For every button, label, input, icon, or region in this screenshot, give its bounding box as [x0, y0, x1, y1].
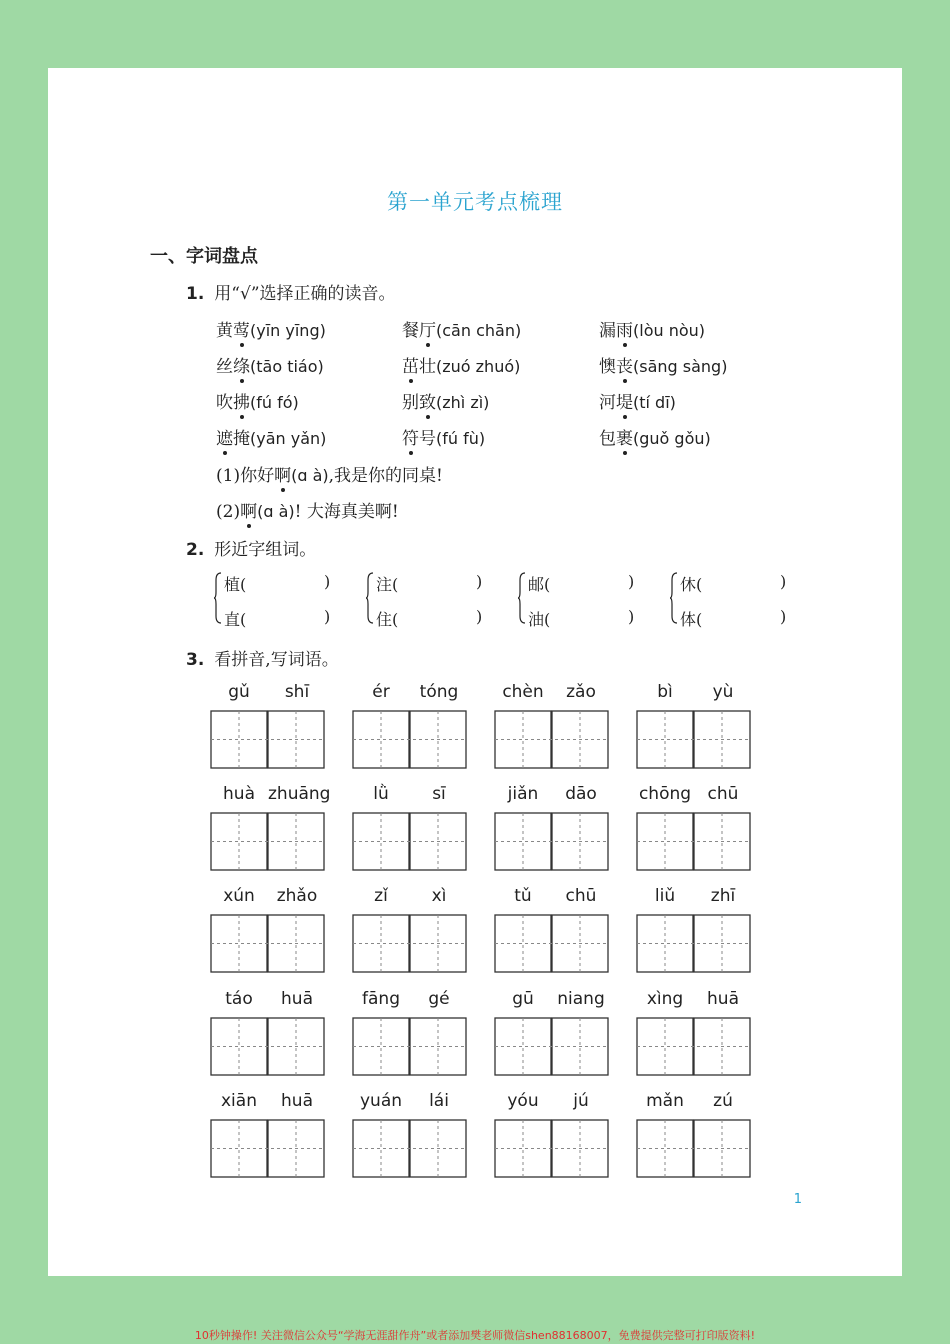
question-text: 形近字组词。	[214, 540, 317, 560]
pinyin-label	[210, 682, 326, 706]
sentence-item: (1)你好啊(ɑ à),我是你的同桌!	[216, 461, 443, 486]
pinyin-syllable: zhǎo	[276, 886, 318, 906]
writing-grid[interactable]	[494, 1017, 610, 1077]
pinyin-label	[494, 784, 610, 808]
char-pair	[214, 570, 364, 629]
pinyin-syllable: táo	[225, 989, 253, 1009]
footer-note: 10秒钟操作! 关注微信公众号“学海无涯甜作舟”或者添加樊老师微信shen88168007，免费提供完整可打印版资料!	[194, 1329, 756, 1342]
char-pair	[670, 570, 820, 629]
pinyin-syllable: dāo	[565, 784, 597, 804]
char-pair	[366, 570, 516, 629]
pair-second[interactable]: 住( )	[376, 607, 483, 629]
reading-item: 吹拂(fú fó)	[216, 388, 299, 413]
pair-first[interactable]: 植( )	[224, 572, 331, 594]
pinyin-word	[494, 1091, 610, 1187]
pinyin-syllable: xún	[223, 886, 255, 906]
pinyin-word	[352, 989, 468, 1085]
pinyin-syllable: chōng	[638, 784, 692, 804]
pinyin-label	[352, 989, 468, 1013]
writing-grid[interactable]	[352, 1017, 468, 1077]
reading-item: 茁壮(zuó zhuó)	[402, 352, 520, 377]
pinyin-word	[352, 1091, 468, 1187]
pair-second[interactable]: 体( )	[680, 607, 787, 629]
pinyin-syllable: sī	[432, 784, 446, 804]
reading-item: 黄莺(yīn yīng)	[216, 316, 326, 341]
question-number: 3.	[186, 650, 205, 670]
writing-grid[interactable]	[210, 710, 326, 770]
pinyin-syllable: chū	[565, 886, 597, 906]
reading-item: 符号(fú fù)	[402, 424, 485, 449]
pinyin-label	[210, 1091, 326, 1115]
pinyin-syllable: niang	[557, 989, 605, 1009]
writing-grid[interactable]	[636, 812, 752, 872]
reading-item: 包裹(guǒ gǒu)	[599, 424, 711, 449]
pinyin-syllable: huà	[223, 784, 255, 804]
pinyin-syllable: yuán	[359, 1091, 403, 1111]
question-text: 看拼音,写词语。	[214, 650, 339, 670]
sentence-item: (2)啊(ɑ à)! 大海真美啊!	[216, 497, 399, 522]
writing-grid[interactable]	[352, 914, 468, 974]
pinyin-word	[210, 784, 331, 880]
reading-item: 餐厅(cān chān)	[402, 316, 521, 341]
pinyin-syllable: gǔ	[228, 682, 250, 702]
pinyin-word	[210, 886, 326, 982]
pair-first[interactable]: 休( )	[680, 572, 787, 594]
writing-grid[interactable]	[636, 710, 752, 770]
pinyin-syllable: huā	[281, 989, 313, 1009]
pinyin-syllable: zǎo	[566, 682, 596, 702]
pinyin-syllable: shī	[284, 682, 310, 702]
pair-first[interactable]: 邮( )	[528, 572, 635, 594]
reading-item: 遮掩(yān yǎn)	[216, 424, 326, 449]
brace-icon	[366, 572, 374, 624]
pair-second[interactable]: 直( )	[224, 607, 331, 629]
writing-grid[interactable]	[494, 914, 610, 974]
pinyin-syllable: xì	[431, 886, 447, 906]
char-pair	[518, 570, 668, 629]
pinyin-word	[494, 682, 610, 778]
pinyin-word	[636, 682, 752, 778]
writing-grid[interactable]	[210, 1017, 326, 1077]
pinyin-syllable: chèn	[502, 682, 544, 702]
pinyin-label	[636, 989, 752, 1013]
writing-grid[interactable]	[352, 1119, 468, 1179]
pinyin-label	[352, 682, 468, 706]
pinyin-syllable: xiān	[221, 1091, 257, 1111]
question-1	[186, 279, 396, 304]
pinyin-word	[494, 886, 610, 982]
pinyin-syllable: zhuāng	[268, 784, 331, 804]
reading-item: 懊丧(sāng sàng)	[599, 352, 727, 377]
pinyin-word	[210, 682, 326, 778]
pinyin-word	[636, 886, 752, 982]
pinyin-label	[210, 784, 331, 808]
writing-grid[interactable]	[636, 1017, 752, 1077]
pinyin-word	[636, 989, 752, 1085]
pinyin-label	[210, 886, 326, 910]
writing-grid[interactable]	[494, 812, 610, 872]
pinyin-label	[352, 1091, 468, 1115]
pinyin-syllable: xìng	[646, 989, 684, 1009]
pinyin-syllable: chū	[707, 784, 739, 804]
brace-icon	[670, 572, 678, 624]
pinyin-syllable: huā	[707, 989, 739, 1009]
writing-grid[interactable]	[210, 914, 326, 974]
pinyin-syllable: mǎn	[646, 1091, 684, 1111]
question-3	[186, 645, 339, 670]
pinyin-syllable: zhī	[710, 886, 736, 906]
pinyin-label	[352, 886, 468, 910]
pinyin-syllable: zú	[713, 1091, 733, 1111]
pinyin-syllable: yù	[712, 682, 734, 702]
pinyin-label	[636, 682, 752, 706]
writing-grid[interactable]	[352, 812, 468, 872]
question-number: 1.	[186, 284, 205, 304]
question-text: 用“√”选择正确的读音。	[214, 284, 396, 304]
reading-item: 河堤(tí dī)	[599, 388, 676, 413]
pinyin-syllable: huā	[281, 1091, 313, 1111]
reading-item: 别致(zhì zì)	[402, 388, 489, 413]
pinyin-syllable: yóu	[507, 1091, 539, 1111]
pinyin-syllable: lǜ	[373, 784, 389, 804]
worksheet-page	[48, 68, 902, 1276]
pinyin-syllable: zǐ	[374, 886, 388, 906]
pinyin-syllable: fāng	[362, 989, 400, 1009]
pinyin-label	[494, 886, 610, 910]
pinyin-syllable: gū	[512, 989, 534, 1009]
writing-grid[interactable]	[636, 1119, 752, 1179]
reading-item: 漏雨(lòu nòu)	[599, 316, 705, 341]
pinyin-word	[494, 989, 610, 1085]
pinyin-word	[210, 1091, 326, 1187]
brace-icon	[518, 572, 526, 624]
pinyin-label	[352, 784, 468, 808]
writing-grid[interactable]	[494, 710, 610, 770]
question-number: 2.	[186, 540, 205, 560]
pair-second[interactable]: 油( )	[528, 607, 635, 629]
section-heading: 一、字词盘点	[150, 246, 258, 267]
writing-grid[interactable]	[352, 710, 468, 770]
pinyin-word	[352, 784, 468, 880]
pinyin-label	[494, 1091, 610, 1115]
pinyin-syllable: jiǎn	[507, 784, 539, 804]
pinyin-word	[352, 682, 468, 778]
pinyin-syllable: tǔ	[514, 886, 532, 906]
writing-grid[interactable]	[636, 914, 752, 974]
pinyin-syllable: jú	[573, 1091, 589, 1111]
pair-first[interactable]: 注( )	[376, 572, 483, 594]
pinyin-word	[352, 886, 468, 982]
page-title: 第一单元考点梳理	[387, 190, 563, 214]
pinyin-word	[494, 784, 610, 880]
question-2	[186, 535, 316, 560]
pinyin-label	[494, 989, 610, 1013]
pinyin-label	[210, 989, 326, 1013]
pinyin-syllable: gé	[428, 989, 450, 1009]
pinyin-label	[636, 886, 752, 910]
pinyin-syllable: ér	[372, 682, 390, 702]
page-number: 1	[793, 1192, 802, 1207]
pinyin-word	[210, 989, 326, 1085]
brace-icon	[214, 572, 222, 624]
pinyin-syllable: lái	[429, 1091, 449, 1111]
reading-item: 丝绦(tāo tiáo)	[216, 352, 324, 377]
writing-grid[interactable]	[494, 1119, 610, 1179]
pinyin-label	[494, 682, 610, 706]
pinyin-word	[636, 784, 752, 880]
pinyin-syllable: bì	[657, 682, 673, 702]
pinyin-syllable: tóng	[419, 682, 459, 702]
pinyin-syllable: liǔ	[654, 886, 676, 906]
pinyin-word	[636, 1091, 752, 1187]
writing-grid[interactable]	[210, 812, 326, 872]
pinyin-label	[636, 1091, 752, 1115]
writing-grid[interactable]	[210, 1119, 326, 1179]
pinyin-label	[636, 784, 752, 808]
